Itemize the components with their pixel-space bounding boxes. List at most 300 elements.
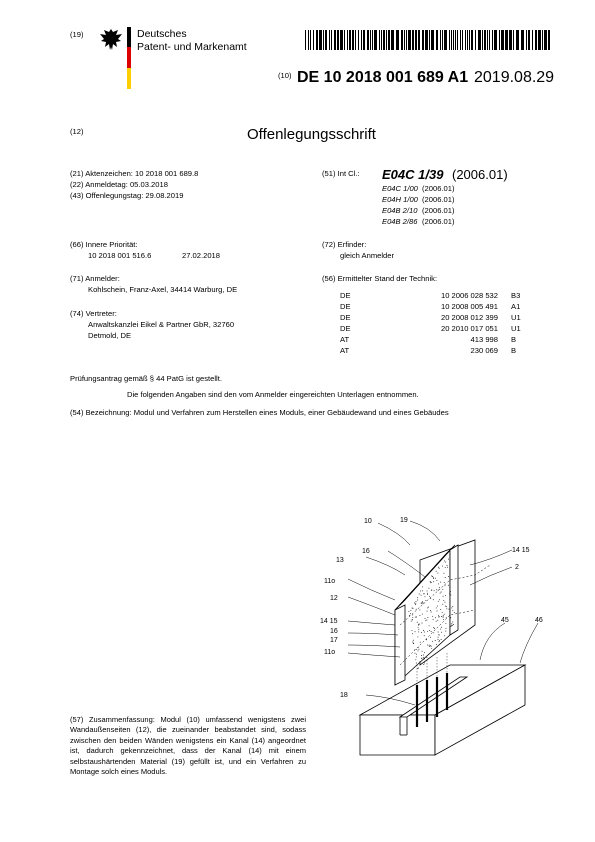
stipple-dot <box>427 593 428 594</box>
barcode-bar <box>462 30 463 50</box>
stipple-dot <box>421 655 422 656</box>
stipple-dot <box>431 612 432 613</box>
barcode-bar <box>492 30 493 50</box>
stipple-dot <box>441 627 442 628</box>
stipple-dot <box>422 614 423 615</box>
stipple-dot <box>430 645 431 646</box>
ipc-version: (2006.01) <box>422 206 455 215</box>
stipple-dot <box>443 573 444 574</box>
barcode-bar <box>340 30 343 50</box>
stipple-dot <box>426 657 427 658</box>
barcode-bar <box>404 30 405 50</box>
stipple-dot <box>423 659 424 660</box>
stipple-dot <box>448 585 449 586</box>
stipple-dot <box>422 586 423 587</box>
barcode-bar <box>436 30 438 50</box>
stipple-dot <box>418 625 419 626</box>
application-number: (21) Aktenzeichen: 10 2018 001 689.8 <box>70 169 199 178</box>
barcode-bar <box>374 30 377 50</box>
stipple-dot <box>429 646 430 647</box>
stipple-dot <box>436 571 437 572</box>
stipple-dot <box>411 621 412 622</box>
barcode-bar <box>489 30 490 50</box>
barcode-bar <box>455 30 456 50</box>
ipc-class: E04B 2/86 <box>382 217 418 226</box>
barcode-bar <box>337 30 339 50</box>
barcode-bar <box>334 30 336 50</box>
stipple-dot <box>438 583 439 584</box>
stipple-dot <box>451 607 452 608</box>
barcode-bar <box>532 30 533 50</box>
stipple-dot <box>434 628 435 629</box>
stipple-dot <box>427 645 428 646</box>
stipple-dot <box>427 590 428 591</box>
stipple-dot <box>445 562 446 563</box>
barcode-bar <box>361 30 362 50</box>
stipple-dot <box>416 617 417 618</box>
ref-14-15-lower: 14 15 <box>320 618 338 625</box>
ref-11o-lower: 11o <box>324 649 336 656</box>
document-type: Offenlegungsschrift <box>247 126 376 143</box>
stipple-dot <box>425 600 426 601</box>
stipple-dot <box>433 578 434 579</box>
ref-14-15: 14 15 <box>512 547 530 554</box>
barcode-bar <box>370 30 371 50</box>
barcode-bar <box>440 30 441 50</box>
stipple-dot <box>443 615 444 616</box>
stipple-dot <box>437 611 438 612</box>
barcode-bar <box>379 30 380 50</box>
stipple-dot <box>425 596 426 597</box>
stipple-dot <box>430 581 431 582</box>
stipple-dot <box>431 648 432 649</box>
stipple-dot <box>428 607 429 608</box>
ipc-version: (2006.01) <box>422 184 455 193</box>
barcode-bar <box>412 30 414 50</box>
stipple-dot <box>427 617 428 618</box>
barcode-bar <box>469 30 470 50</box>
ref-13: 13 <box>336 557 344 564</box>
ref-10: 10 <box>364 518 372 525</box>
barcode-bar <box>425 30 428 50</box>
ipc-label: (51) Int Cl.: <box>322 169 360 178</box>
ref-46: 46 <box>535 617 543 624</box>
barcode-bar <box>521 30 524 50</box>
barcode <box>305 30 553 50</box>
barcode-bar <box>418 30 420 50</box>
stipple-dot <box>412 642 413 643</box>
barcode-bar <box>526 30 527 50</box>
barcode-bar <box>505 30 508 50</box>
barcode-bar <box>372 30 373 50</box>
stipple-dot <box>421 658 422 659</box>
barcode-bar <box>344 30 345 50</box>
stipple-dot <box>416 656 417 657</box>
stipple-dot <box>441 632 442 633</box>
stipple-dot <box>433 632 434 633</box>
barcode-bar <box>442 30 443 50</box>
stipple-dot <box>431 575 432 576</box>
stipple-dot <box>427 594 428 595</box>
ipc-main-version: (2006.01) <box>452 167 508 182</box>
stipple-dot <box>413 608 414 609</box>
stipple-dot <box>412 608 413 609</box>
abstract-text: (57) Zusammenfassung: Modul (10) umfassend wenigstens zwei Wandaußenseiten (12), die zueinander beabstandet sind, sodass zwischen den beiden Wänden wenigstens ein Kanal (14) angeordnet ist, dadurch gekennzeichnet, dass der Kanal (14) mit einem selbstaushärtenden Material (19) gefüllt ist, und ein Verfahren zu Montage solch eines Moduls. <box>70 715 306 777</box>
stipple-dot <box>416 663 417 664</box>
stipple-dot <box>423 664 424 665</box>
prior-art-number: 20 2010 017 051 <box>440 324 498 333</box>
prior-art-country: DE <box>340 313 351 322</box>
stipple-dot <box>422 623 423 624</box>
prior-art-kind: U1 <box>511 324 521 333</box>
stipple-dot <box>451 625 452 626</box>
stipple-dot <box>432 641 433 642</box>
stipple-dot <box>432 616 433 617</box>
stipple-dot <box>425 620 426 621</box>
stipple-dot <box>445 567 446 568</box>
stipple-dot <box>446 606 447 607</box>
barcode-bar <box>494 30 497 50</box>
barcode-bar <box>449 30 450 50</box>
stipple-dot <box>441 616 442 617</box>
stipple-dot <box>425 618 426 619</box>
barcode-bar <box>383 30 385 50</box>
stipple-dot <box>431 631 432 632</box>
stipple-dot <box>452 606 453 607</box>
prior-art-country: AT <box>340 335 350 344</box>
stipple-dot <box>442 612 443 613</box>
patent-drawing <box>300 505 560 775</box>
barcode-bar <box>444 30 447 50</box>
representative-label: (74) Vertreter: <box>70 309 117 318</box>
stipple-dot <box>417 668 418 669</box>
stipple-dot <box>444 635 445 636</box>
stipple-dot <box>439 640 440 641</box>
prior-art-number: 413 998 <box>470 335 498 344</box>
applicant-value: Kohlschein, Franz-Axel, 34414 Warburg, DE <box>88 285 238 294</box>
barcode-bar <box>509 30 512 50</box>
stipple-dot <box>438 615 439 616</box>
publication-date: 2019.08.29 <box>474 69 555 86</box>
barcode-bar <box>367 30 369 50</box>
stipple-dot <box>450 594 451 595</box>
stipple-dot <box>415 631 416 632</box>
stipple-dot <box>421 632 422 633</box>
representative-line2: Detmold, DE <box>88 331 132 340</box>
barcode-bar <box>422 30 424 50</box>
stipple-dot <box>417 600 418 601</box>
stipple-dot <box>419 615 420 616</box>
stipple-dot <box>424 652 425 653</box>
stipple-dot <box>453 624 454 625</box>
stipple-dot <box>412 617 413 618</box>
stipple-dot <box>445 631 446 632</box>
barcode-bar <box>471 30 473 50</box>
representative-line1: Anwaltskanzlei Eikel & Partner GbR, 32760 <box>88 320 235 329</box>
stipple-dot <box>444 602 445 603</box>
barcode-bar <box>396 30 399 50</box>
flag-stripe <box>127 27 131 89</box>
stipple-dot <box>432 576 433 577</box>
stipple-dot <box>426 639 427 640</box>
stipple-dot <box>428 588 429 589</box>
stipple-dot <box>433 577 434 578</box>
stipple-dot <box>413 643 414 644</box>
publication-number: DE 10 2018 001 689 A1 <box>297 69 469 86</box>
stipple-dot <box>439 599 440 600</box>
stipple-dot <box>450 617 451 618</box>
stipple-dot <box>444 560 445 561</box>
stipple-dot <box>440 582 441 583</box>
prior-art-number: 230 069 <box>470 346 498 355</box>
stipple-dot <box>415 653 416 654</box>
stipple-dot <box>412 633 413 634</box>
stipple-dot <box>427 607 428 608</box>
barcode-bar <box>401 30 403 50</box>
barcode-bar <box>408 30 411 50</box>
stipple-dot <box>427 611 428 612</box>
stipple-dot <box>418 624 419 625</box>
stipple-dot <box>427 631 428 632</box>
barcode-bar <box>352 30 354 50</box>
stipple-dot <box>438 567 439 568</box>
applicant-label: (71) Anmelder: <box>70 274 120 283</box>
office-name-line1: Deutsches <box>137 28 187 40</box>
inventor-label: (72) Erfinder: <box>322 240 367 249</box>
priority-label: (66) Innere Priorität: <box>70 240 138 249</box>
inid-code-19: (19) <box>70 30 84 39</box>
barcode-bar <box>528 30 530 50</box>
barcode-bar <box>313 30 314 50</box>
stipple-dot <box>435 640 436 641</box>
prior-art-number: 10 2008 005 491 <box>440 302 498 311</box>
stipple-dot <box>442 604 443 605</box>
priority-date: 27.02.2018 <box>182 251 221 260</box>
office-name-line2: Patent- und Markenamt <box>137 40 247 53</box>
stipple-dot <box>424 658 425 659</box>
stipple-dot <box>438 637 439 638</box>
stipple-dot <box>441 592 442 593</box>
stipple-dot <box>429 596 430 597</box>
stipple-dot <box>433 599 434 600</box>
barcode-bar <box>355 30 356 50</box>
stipple-dot <box>433 627 434 628</box>
barcode-bar <box>513 30 514 50</box>
stipple-dot <box>431 590 432 591</box>
stipple-dot <box>445 577 446 578</box>
stipple-dot <box>418 629 419 630</box>
stipple-dot <box>429 645 430 646</box>
barcode-bar <box>349 30 351 50</box>
barcode-bar <box>319 30 322 50</box>
stipple-dot <box>437 606 438 607</box>
stipple-dot <box>420 661 421 662</box>
stipple-dot <box>445 585 446 586</box>
barcode-bar <box>363 30 365 50</box>
stipple-dot <box>442 589 443 590</box>
ipc-class: E04H 1/00 <box>382 195 418 204</box>
stipple-dot <box>436 589 437 590</box>
stipple-dot <box>449 587 450 588</box>
stipple-dot <box>415 604 416 605</box>
barcode-bar <box>516 30 519 50</box>
ipc-version: (2006.01) <box>422 195 455 204</box>
barcode-bar <box>457 30 458 50</box>
barcode-bar <box>465 30 466 50</box>
barcode-bar <box>453 30 454 50</box>
stipple-dot <box>422 590 423 591</box>
stipple-dot <box>452 610 453 611</box>
stipple-dot <box>448 609 449 610</box>
foundation-block <box>360 665 525 755</box>
prior-art-country: DE <box>340 302 351 311</box>
stipple-dot <box>436 644 437 645</box>
stipple-dot <box>449 593 450 594</box>
stipple-dot <box>438 632 439 633</box>
stipple-dot <box>412 630 413 631</box>
stipple-dot <box>417 622 418 623</box>
stipple-dot <box>421 603 422 604</box>
stipple-dot <box>419 594 420 595</box>
stipple-dot <box>410 613 411 614</box>
stipple-dot <box>420 642 421 643</box>
stipple-dot <box>437 573 438 574</box>
priority-number: 10 2018 001 516.6 <box>88 251 152 260</box>
stipple-dot <box>435 578 436 579</box>
stipple-dot <box>446 617 447 618</box>
wall-module <box>395 540 475 685</box>
stipple-dot <box>419 624 420 625</box>
stipple-dot <box>438 590 439 591</box>
stipple-dot <box>454 612 455 613</box>
barcode-bar <box>358 30 359 50</box>
stipple-dot <box>426 620 427 621</box>
stipple-dot <box>423 657 424 658</box>
barcode-bar <box>451 30 452 50</box>
stipple-dot <box>415 617 416 618</box>
stipple-dot <box>410 610 411 611</box>
stipple-dot <box>422 602 423 603</box>
barcode-bar <box>499 30 500 50</box>
stipple-dot <box>439 634 440 635</box>
barcode-bar <box>478 30 481 50</box>
stipple-dot <box>430 598 431 599</box>
stipple-dot <box>416 654 417 655</box>
ipc-class: E04B 2/10 <box>382 206 418 215</box>
stipple-dot <box>443 617 444 618</box>
ref-16: 16 <box>362 548 370 555</box>
stipple-dot <box>416 649 417 650</box>
barcode-bar <box>347 30 348 50</box>
inid-code-12: (12) <box>70 127 84 136</box>
stipple-dot <box>429 625 430 626</box>
stipple-dot <box>415 659 416 660</box>
barcode-bar <box>415 30 417 50</box>
stipple-dot <box>434 590 435 591</box>
barcode-bar <box>305 30 306 50</box>
stipple-dot <box>433 619 434 620</box>
stipple-dot <box>416 601 417 602</box>
ipc-class: E04C 1/00 <box>382 184 418 193</box>
prior-art-kind: A1 <box>511 302 521 311</box>
stipple-dot <box>435 617 436 618</box>
stipple-dot <box>412 614 413 615</box>
invention-title: (54) Bezeichnung: Modul und Verfahren zum Herstellen eines Moduls, einer Gebäudewand und eines Gebäudes <box>70 408 449 417</box>
stipple-dot <box>417 636 418 637</box>
barcode-bar <box>501 30 504 50</box>
stipple-dot <box>423 630 424 631</box>
barcode-bar <box>487 30 488 50</box>
prior-art-kind: U1 <box>511 313 521 322</box>
barcode-bar <box>316 30 318 50</box>
stipple-dot <box>420 591 421 592</box>
prior-art-country: DE <box>340 291 351 300</box>
stipple-dot <box>438 639 439 640</box>
stipple-dot <box>444 614 445 615</box>
stipple-dot <box>449 611 450 612</box>
ref-12: 12 <box>330 595 338 602</box>
barcode-bar <box>331 30 332 50</box>
prior-art-kind: B3 <box>511 291 521 300</box>
stipple-dot <box>443 600 444 601</box>
stipple-dot <box>413 640 414 641</box>
barcode-bar <box>431 30 434 50</box>
stipple-dot <box>443 619 444 620</box>
ref-16-lower: 16 <box>330 628 338 635</box>
stipple-dot <box>436 580 437 581</box>
stipple-dot <box>443 596 444 597</box>
prior-art-number: 20 2008 012 399 <box>440 313 498 322</box>
stipple-dot <box>418 631 419 632</box>
barcode-bar <box>388 30 390 50</box>
stipple-dot <box>416 609 417 610</box>
stipple-dot <box>415 603 416 604</box>
ipc-main-class: E04C 1/39 <box>382 167 444 182</box>
stipple-dot <box>418 649 419 650</box>
stipple-dot <box>440 609 441 610</box>
ref-18: 18 <box>340 692 348 699</box>
stipple-dot <box>450 591 451 592</box>
stipple-dot <box>451 623 452 624</box>
barcode-bar <box>391 30 394 50</box>
stipple-dot <box>447 567 448 568</box>
stipple-dot <box>452 625 453 626</box>
barcode-bar <box>544 30 547 50</box>
stipple-dot <box>445 606 446 607</box>
federal-eagle-logo <box>98 27 124 53</box>
stipple-dot <box>423 593 424 594</box>
disclaimer-note: Die folgenden Angaben sind den vom Anmelder eingereichten Unterlagen entnommen. <box>127 390 419 399</box>
barcode-bar <box>548 30 550 50</box>
barcode-bar <box>406 30 407 50</box>
stipple-dot <box>424 632 425 633</box>
inventor-value: gleich Anmelder <box>340 251 395 260</box>
stipple-dot <box>417 597 418 598</box>
stipple-dot <box>446 608 447 609</box>
barcode-bar <box>542 30 543 50</box>
prior-art-kind: B <box>511 346 517 355</box>
stipple-dot <box>445 623 446 624</box>
office-name <box>137 28 247 53</box>
stipple-dot <box>418 627 419 628</box>
stipple-dot <box>444 582 445 583</box>
prior-art-number: 10 2006 028 532 <box>440 291 498 300</box>
inid-code-10: (10) <box>278 71 292 80</box>
stipple-dot <box>408 611 409 612</box>
stipple-dot <box>430 610 431 611</box>
stipple-dot <box>442 566 443 567</box>
stipple-dot <box>439 587 440 588</box>
